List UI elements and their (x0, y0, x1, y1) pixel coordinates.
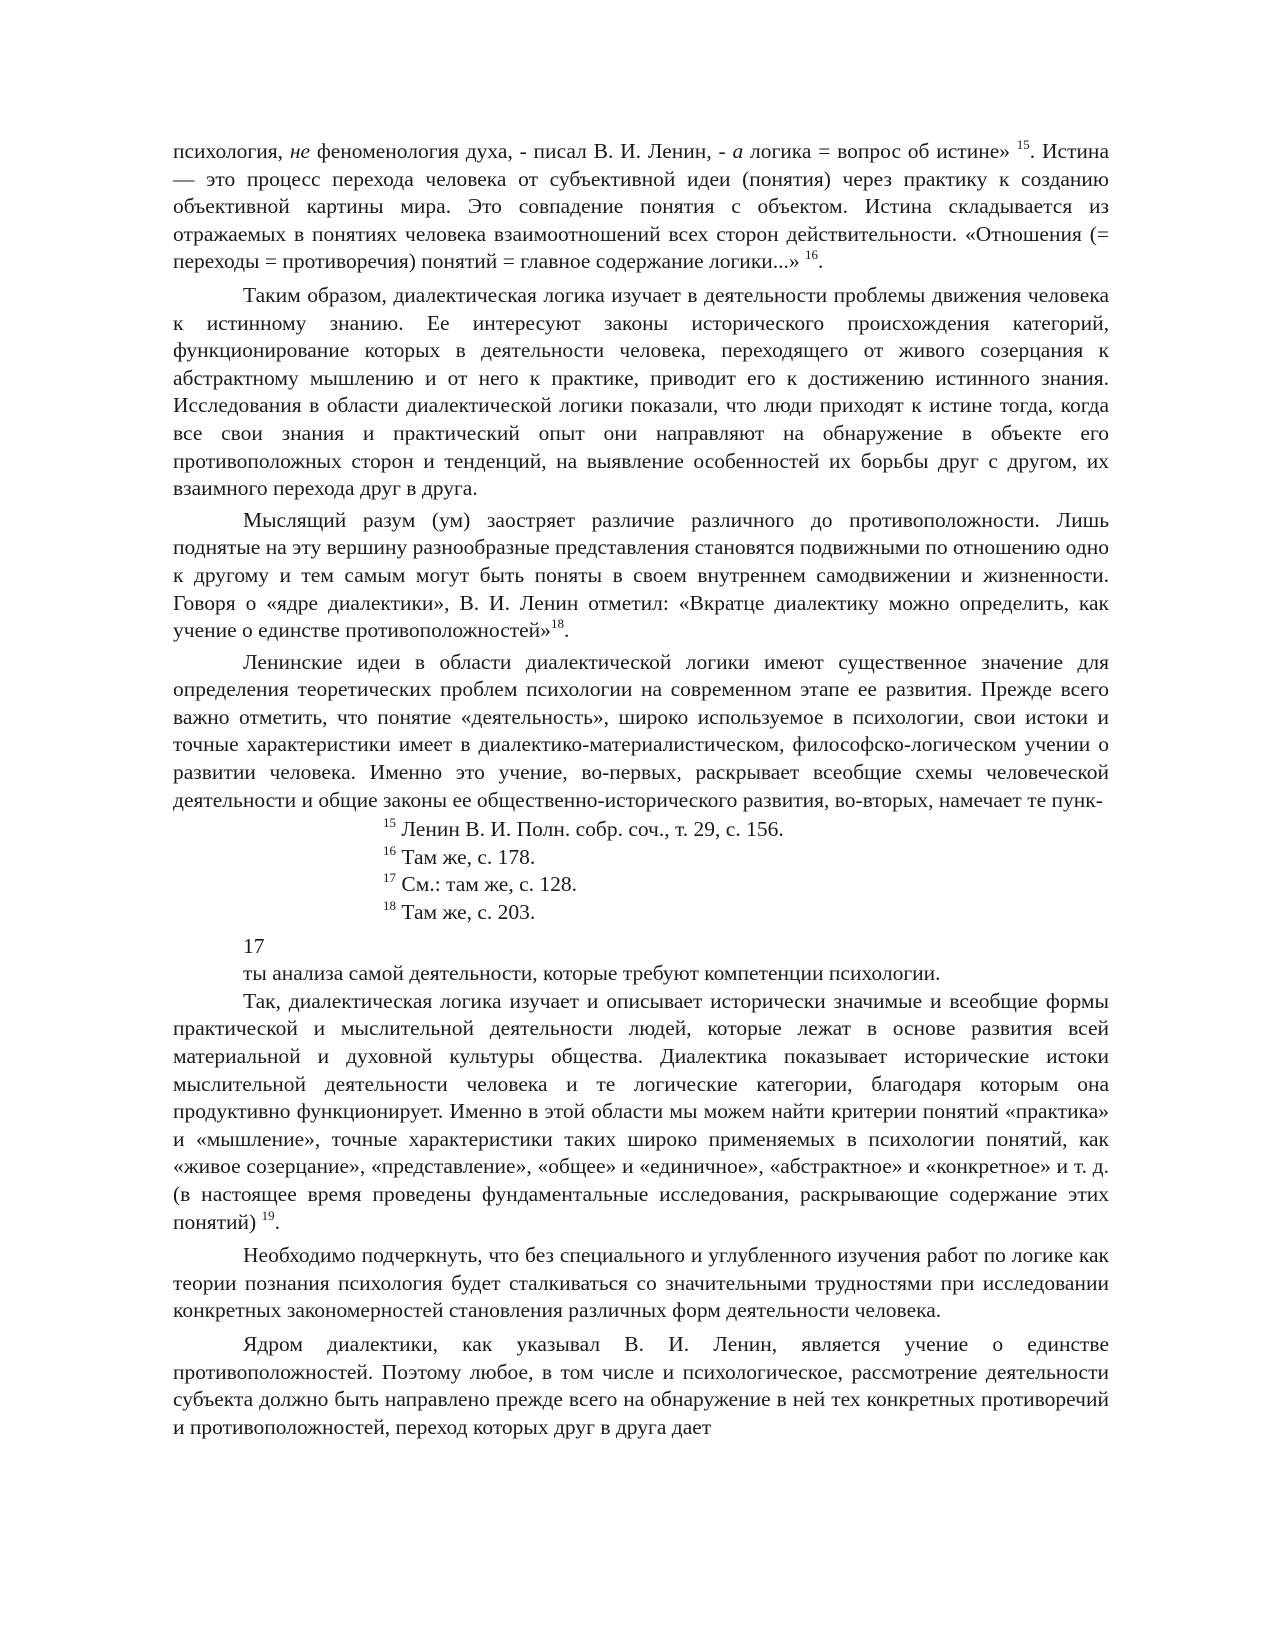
paragraph-4: Ленинские идеи в области диалектической логики имеют существенное значение для определения теоретических проблем психологии на современном этапе ее развития. Прежде всего важно отметить, что понятие «деятельность», широко используемое в психологии, свои истоки и точные характеристики имеет в диалектико-материалистическом, философско-логическом учении о развитии человека. Именно это учение, во-первых, раскрывает всеобщие схемы человеческой деятельности и общие законы ее общественно-исторического развития, во-вторых, намечает те пунк- (173, 649, 1109, 812)
footnote-16 (383, 844, 1109, 872)
paragraph-5 (173, 988, 1109, 1236)
footnote-ref-18: 18 (550, 616, 564, 632)
italic-text: не (289, 139, 311, 163)
footnote-15 (383, 816, 1109, 844)
text-run: Мыслящий разум (ум) заостряет различие различного до противоположности. Лишь поднятые на эту вершину разнообразные представления становятся подвижными по отношению одно к другому и тем самым могут быть поняты в своем внутреннем самодвижении и жизненности. Говоря о «ядре диалектики», В. И. Ленин отметил: «Вкратце диалектику можно определить, как учение о единстве противоположностей» (173, 507, 1109, 643)
text-run: . (274, 1209, 280, 1234)
footnote-number: 18 (383, 898, 396, 914)
paragraph-1 (173, 138, 1109, 276)
footnote-text: Там же, с. 203. (396, 900, 536, 925)
text-run: логика = вопрос об истине» (743, 139, 1017, 163)
footnote-text: См.: там же, с. 128. (396, 872, 578, 897)
paragraph-2: Таким образом, диалектическая логика изучает в деятельности проблемы движения человека к истинному знанию. Ее интересуют законы исторического происхождения категорий, функционирование которых в деятельности человека, переходящего от живого созерцания к абстрактному мышлению и от него к практике, приводит его к достижению истинного знания. Исследования в области диалектической логики показали, что люди приходят к истине тогда, когда все свои знания и практический опыт они направляют на обнаружение в объекте его противоположных сторон и тенденций, на выявление особенностей их борьбы друг с другом, их взаимного перехода друг в друга. (173, 282, 1109, 501)
paragraph-7: Ядром диалектики, как указывал В. И. Ленин, является учение о единстве противоположностей. Поэтому любое, в том числе и психологическое, рассмотрение деятельности субъекта должно быть направлено прежде всего на обнаружение в ней тех конкретных противоречий и противоположностей, переход которых друг в друга дает (173, 1331, 1109, 1439)
italic-text: а (732, 139, 744, 163)
footnote-number: 16 (383, 842, 396, 858)
text-run: Так, диалектическая логика изучает и описывает исторически значимые и всеобщие формы практической и мыслительной деятельности людей, которые лежат в основе развития всей материальной и духовной культуры общества. Диалектика показывает исторические истоки мыслительной деятельности человека и те логические категории, благодаря которым она продуктивно функционирует. Именно в этой области мы можем найти критерии понятий «практика» и «мышление», точные характеристики таких широко применяемых в психологии понятий, как «живое созерцание», «представление», «общее» и «единичное», «абстрактное» и «конкретное» и т. д. (в настоящее время проведены фундаментальные исследования, раскрывающие содержание этих понятий) (173, 988, 1109, 1234)
page-number: 17 (243, 933, 265, 958)
text-run: психология, (173, 139, 290, 163)
text-run: . (563, 618, 570, 643)
paragraph-6: Необходимо подчеркнуть, что без специального и углубленного изучения работ по логике как теории познания психология будет сталкиваться со значительными трудностями при исследовании конкретных закономерностей становления различных форм деятельности человека. (173, 1243, 1109, 1323)
footnote-ref-16: 16 (805, 247, 819, 263)
text-run: . Истина — это процесс перехода человека от субъективной идеи (понятия) через практику к созданию объективной картины мира. Это совпадение понятия с объектом. Истина складывается из отражаемых в понятиях человека взаимоотношений всех сторон действительности. «Отношения (= переходы = противоречия) понятий = главное содержание логики...» (173, 139, 1109, 274)
footnote-text: Там же, с. 178. (396, 844, 536, 869)
text-run: феноменология духа, - писал В. И. Ленин, - (310, 139, 733, 163)
footnote-number: 17 (383, 870, 396, 886)
footnote-17 (383, 871, 1109, 899)
footnote-18 (383, 899, 1109, 927)
footnote-text: Ленин В. И. Полн. собр. соч., т. 29, с. 156. (396, 817, 784, 842)
footnote-ref-15: 15 (1016, 137, 1030, 152)
paragraph-3 (173, 507, 1109, 645)
footnote-number: 15 (383, 815, 396, 831)
continuation-line: ты анализа самой деятельности, которые требуют компетенции психологии. (243, 961, 941, 986)
document-page (173, 138, 1109, 1441)
footnote-ref-19: 19 (261, 1207, 275, 1223)
text-run: . (818, 249, 824, 274)
footnotes (383, 816, 1109, 926)
